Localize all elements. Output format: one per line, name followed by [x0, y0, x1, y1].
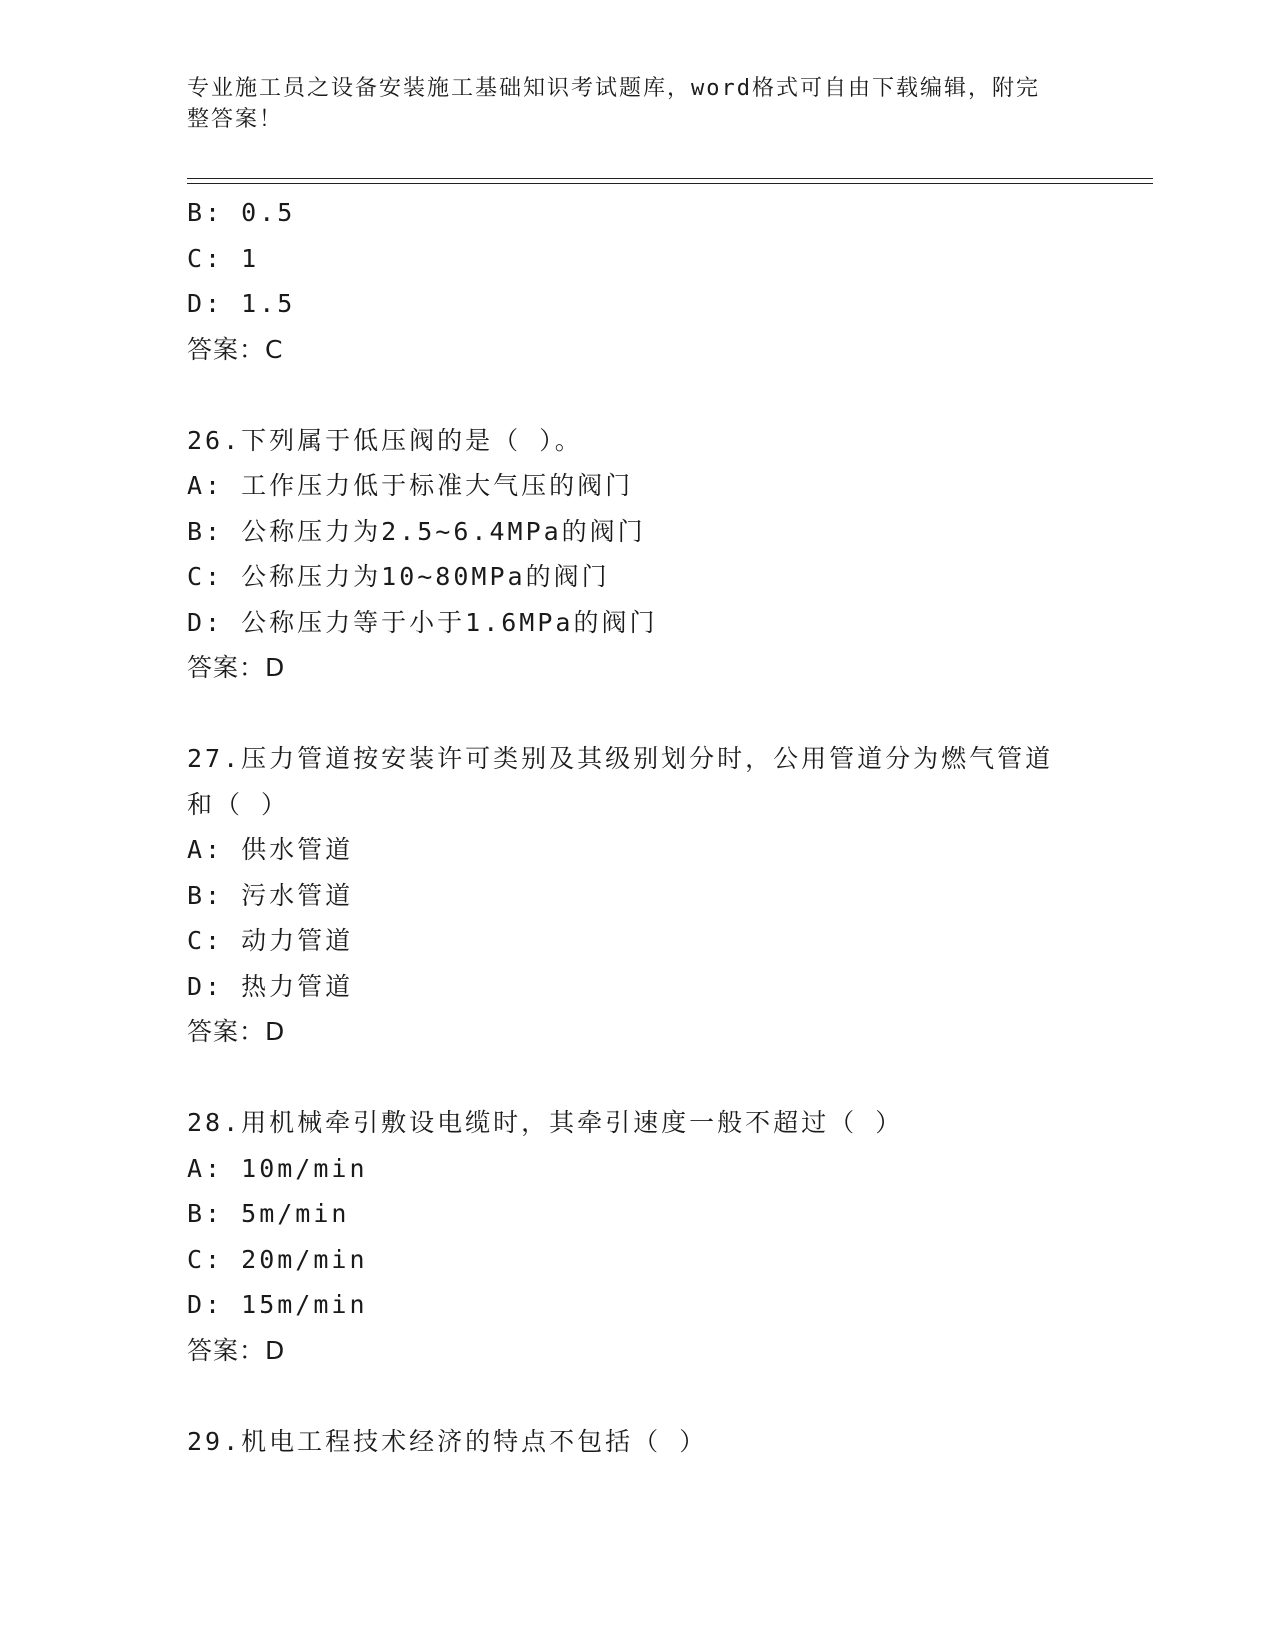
question-25-continued — [187, 190, 1153, 372]
option-d: D: 公称压力等于小于1.6MPa的阀门 — [187, 607, 658, 637]
question-27 — [187, 736, 1153, 1055]
answer-line: 答案：D — [187, 1017, 286, 1046]
header-divider-top — [187, 178, 1153, 179]
option-b: B: 5m/min — [187, 1199, 350, 1228]
option-b: B: 公称压力为2.5~6.4MPa的阀门 — [187, 516, 646, 546]
option-a: A: 供水管道 — [187, 835, 354, 864]
answer-line: 答案：D — [187, 653, 286, 682]
question-26 — [187, 418, 1153, 691]
option-c: C: 公称压力为10~80MPa的阀门 — [187, 562, 610, 591]
question-stem-continued: 和（ ） — [187, 789, 290, 819]
question-stem: 28.用机械牵引敷设电缆时，其牵引速度一般不超过（ ） — [187, 1108, 904, 1137]
option-c: C: 1 — [187, 243, 260, 273]
option-b: B: 污水管道 — [187, 880, 354, 910]
spacer — [187, 1373, 1153, 1419]
header-divider-bottom — [187, 183, 1153, 184]
question-list — [187, 190, 1153, 1464]
question-29 — [187, 1419, 1153, 1465]
header-title-line-2: 整答案！ — [187, 107, 284, 132]
header-title-line-1: 专业施工员之设备安装施工基础知识考试题库，word格式可自由下载编辑，附完 — [187, 76, 1040, 101]
spacer — [187, 691, 1153, 737]
option-d: D: 15m/min — [187, 1290, 368, 1319]
option-b: B: 0.5 — [187, 198, 296, 227]
option-a: A: 10m/min — [187, 1153, 368, 1183]
question-28 — [187, 1100, 1153, 1373]
option-c: C: 20m/min — [187, 1244, 368, 1274]
question-stem: 29.机电工程技术经济的特点不包括（ ） — [187, 1426, 708, 1456]
option-a: A: 工作压力低于标准大气压的阀门 — [187, 471, 634, 500]
question-stem: 26.下列属于低压阀的是（ ）。 — [187, 425, 583, 455]
spacer — [187, 372, 1153, 418]
answer-line: 答案：C — [187, 334, 284, 364]
option-d: D: 热力管道 — [187, 971, 354, 1001]
option-c: C: 动力管道 — [187, 926, 354, 955]
answer-line: 答案：D — [187, 1335, 286, 1365]
option-d: D: 1.5 — [187, 289, 296, 318]
question-stem: 27.压力管道按安装许可类别及其级别划分时，公用管道分为燃气管道 — [187, 744, 1054, 773]
document-header — [187, 73, 1067, 135]
spacer — [187, 1055, 1153, 1101]
